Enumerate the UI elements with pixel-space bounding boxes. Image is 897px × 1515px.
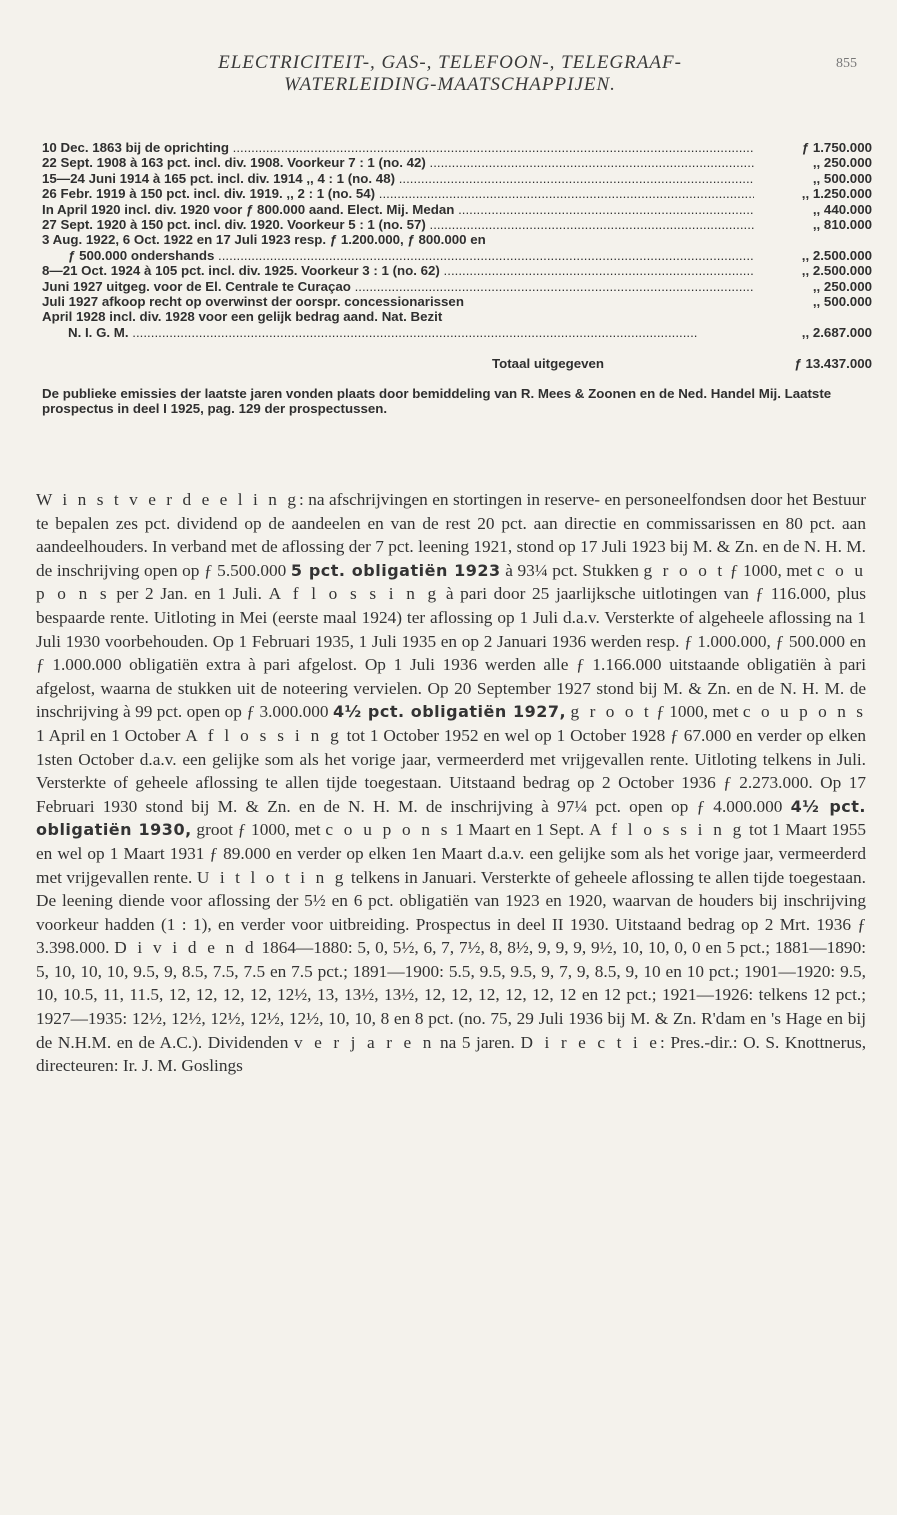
body-text-run: per 2 Jan. en 1 Juli. bbox=[116, 584, 262, 604]
ledger-row-amount: ,, 2.500.000 bbox=[801, 263, 872, 279]
page-number: 855 bbox=[836, 56, 857, 71]
ledger-row-amount: ,, 250.000 bbox=[812, 155, 872, 171]
body-text-run: 1 April en 1 October bbox=[36, 725, 181, 745]
ledger-row-amount: ,, 2.500.000 bbox=[801, 247, 872, 263]
spaced-term: D i r e c t i e bbox=[520, 1032, 660, 1052]
ledger-row bbox=[42, 155, 872, 170]
bond-heading-1923: 5 pct. obligatiën 1923 bbox=[290, 560, 501, 580]
ledger-row bbox=[42, 279, 872, 294]
header-line-2: WATERLEIDING-MAATSCHAPPIJEN. bbox=[284, 74, 616, 95]
body-text-run: à 93¼ pct. Stukken bbox=[505, 560, 639, 580]
emission-note: De publieke emissies der laatste jaren vonden plaats door bemiddeling van R. Mees & Zoonen en de Ned. Handel Mij. Laatste prospectus in deel I 1925, pag. 129 der prospectussen. bbox=[42, 385, 832, 417]
ledger-row-amount: ,, 250.000 bbox=[812, 278, 872, 294]
spaced-term: c o u p o n s bbox=[742, 702, 867, 722]
body-text-run: 1864—1880: 5, 0, 5½, 6, 7, 7½, 8, 8½, 9, 9, 9, 9½, 10, 10, 0, 0 en 5 pct.; 1881—1890: 5, 10, 10, 10, 9.5, 9, 8.5, 7.5, 7.5 en 7.5 pct.; 1891—1900: 5.5, 9.5, 9.5, 9, 7, 9, 8.5, 9, 10 en 10 pct.; 1901—1920: 9.5, 10, 10.5, 11, 11.5, 12, 12, 12, 12, 12½, 13, 13½, 13½, 12, 12, 12, 12, 12, 12 en 12 pct.; 1921—1926: telkens 12 pct.; 1927—1935: 12½, 12½, 12½, 12½, 12½, 10, 10, 8 en 8 pct. (no. 75, 29 Juli 1936 bij M. & Zn. R'dam en 's Hage en bij de N.H.M. en de A.C.). Dividenden bbox=[36, 938, 867, 1052]
page-header bbox=[60, 52, 840, 96]
spaced-term: c o u p o n s bbox=[36, 560, 866, 604]
ledger-total-row bbox=[42, 356, 872, 371]
ledger-row-amount: ,, 440.000 bbox=[812, 201, 872, 217]
ledger-row-amount: ,, 1.250.000 bbox=[801, 186, 872, 202]
ledger-row-description: 27 Sept. 1920 à 150 pct. incl. div. 1920. Voorkeur 5 : 1 (no. 57) ..... bbox=[42, 217, 754, 232]
ledger-row-description: April 1928 incl. div. 1928 voor een gelijk bedrag aand. Nat. Bezit bbox=[42, 309, 443, 325]
ledger-row bbox=[42, 263, 872, 278]
ledger-row bbox=[42, 232, 872, 247]
ledger-row-amount: ,, 500.000 bbox=[812, 170, 872, 186]
body-text-run: ƒ 1000, met bbox=[729, 560, 813, 580]
body-text-run: tot 1 October 1952 en wel op 1 October 1928 ƒ 67.000 en verder op elken 1sten October d.a.v. een gelijke som als het vorige jaar, vermeerderd met vrijgevallen rente. Uitloting telkens in Juli. Versterkte of geheele aflossing te allen tijde toegestaan. Uitstaand bedrag op 2 October 1936 ƒ 2.273.000. Op 17 Februari 1930 stond bij M. & Zn. en de N. H. M. de inschrijving à 97¼ pct. open op ƒ 4.000.000 bbox=[36, 725, 866, 816]
spaced-term: v e r j a r e n bbox=[293, 1032, 435, 1052]
spaced-term: W i n s t v e r d e e l i n g bbox=[36, 490, 299, 509]
ledger-row bbox=[42, 325, 872, 340]
body-text-run: 1 Maart en 1 Sept. bbox=[455, 820, 585, 840]
body-text-run: ƒ 1000, met bbox=[656, 702, 739, 722]
spaced-term: A f l o s s i n g bbox=[185, 725, 342, 745]
ledger-row-description: In April 1920 incl. div. 1920 voor ƒ 800.000 aand. Elect. Mij. Medan ..... bbox=[42, 202, 754, 217]
body-text-run: à pari door 25 jaarlijksche uitlotingen van ƒ 116.000, plus bespaarde rente. Uitloting in Mei (eerste maal 1924) ter aflossing op 1 Juli d.a.v. Versterkte of algeheele aflossing na 1 Juli 1930 voorbehouden. Op 1 Februari 1935, 1 Juli 1935 en op 2 Januari 1936 werden resp. ƒ 1.000.000, ƒ 500.000 en ƒ 1.000.000 obligatiën extra à pari afgelost. Op 1 Juli 1936 werden alle ƒ 1.166.000 uitstaande obligatiën à pari afgelost, waarna de stukken uit de noteering vervielen. Op 20 September 1927 stond bij M. & Zn. en de N. H. M. de inschrijving à 99 pct. open op ƒ 3.000.000 bbox=[36, 584, 867, 722]
body-text-run: : Pres.-dir.: O. S. Knottnerus, directeuren: Ir. J. M. Goslings bbox=[36, 1032, 867, 1076]
spaced-term: c o u p o n s bbox=[325, 820, 451, 840]
ledger-row bbox=[42, 186, 872, 201]
ledger-row-description: 22 Sept. 1908 à 163 pct. incl. div. 1908. Voorkeur 7 : 1 (no. 42) ..... bbox=[42, 155, 754, 170]
total-label: Totaal uitgegeven bbox=[492, 356, 605, 372]
bond-heading-1930: 4½ pct. obligatiën 1930, bbox=[36, 796, 866, 840]
ledger-row bbox=[42, 171, 872, 186]
bond-heading-1927: 4½ pct. obligatiën 1927, bbox=[333, 702, 567, 722]
body-text-run: groot ƒ 1000, met bbox=[196, 820, 321, 840]
ledger-row bbox=[42, 140, 872, 155]
spaced-term: A f l o s s i n g bbox=[588, 820, 745, 840]
ledger-row-description: 3 Aug. 1922, 6 Oct. 1922 en 17 Juli 1923 resp. ƒ 1.200.000, ƒ 800.000 en bbox=[42, 232, 486, 248]
spaced-term: g r o o t bbox=[570, 702, 652, 722]
ledger-row-amount: ,, 2.687.000 bbox=[801, 324, 872, 340]
ledger-row-description: 8—21 Oct. 1924 à 105 pct. incl. div. 1925. Voorkeur 3 : 1 (no. 62) ..... bbox=[42, 263, 754, 278]
spaced-term: U i t l o t i n g bbox=[196, 867, 347, 887]
spaced-term: g r o o t bbox=[643, 560, 726, 580]
ledger-row-description: 10 Dec. 1863 bij de oprichting ..... bbox=[42, 140, 754, 155]
body-text bbox=[36, 488, 866, 1078]
total-amount: ƒ 13.437.000 bbox=[794, 356, 872, 372]
body-paragraph bbox=[36, 488, 866, 1078]
body-text-run: telkens in Januari. Versterkte of geheele aflossing te allen tijde toegestaan. De leening diende voor aflossing der 5½ en 6 pct. obligatiën van 1923 en 1920, waarvan de houders bij inschrijving voorkeur hadden (1 : 1), en verder voor uitbreiding. Prospectus in deel II 1930. Uitstaand bedrag op 2 Mrt. 1936 ƒ 3.398.000. bbox=[36, 867, 866, 958]
ledger-row-amount: ,, 500.000 bbox=[812, 294, 872, 310]
ledger-row-amount: ƒ 1.750.000 bbox=[801, 140, 872, 155]
body-text-run: tot 1 Maart 1955 en wel op 1 Maart 1931 ƒ 89.000 en verder op elken 1en Maart d.a.v. een gelijke som als het vorige jaar, vermeerderd met vrijgevallen rente. bbox=[36, 820, 867, 887]
body-text-run: na 5 jaren. bbox=[439, 1032, 515, 1052]
ledger-row-description: 15—24 Juni 1914 à 165 pct. incl. div. 1914 ,, 4 : 1 (no. 48) ..... bbox=[42, 171, 754, 186]
ledger-row-description: 26 Febr. 1919 à 150 pct. incl. div. 1919. ,, 2 : 1 (no. 54) ..... bbox=[42, 186, 754, 201]
spaced-term: D i v i d e n d bbox=[114, 938, 257, 958]
ledger-row-amount: ,, 810.000 bbox=[812, 217, 872, 233]
spaced-term: A f l o s s i n g bbox=[268, 584, 440, 604]
ledger-row-description: ƒ 500.000 ondershands ..... bbox=[42, 248, 754, 263]
ledger-row bbox=[42, 248, 872, 263]
ledger-row bbox=[42, 309, 872, 324]
header-line-1: ELECTRICITEIT-, GAS-, TELEFOON-, TELEGRAAF- bbox=[218, 52, 682, 73]
body-text-run: : na afschrijvingen en stortingen in reserve- en personeelfondsen door het Bestuur te bepalen zes pct. dividend op de aandeelen en van de rest 20 pct. aan directie en commissarissen en 80 pct. aan aandeelhouders. In verband met de aflossing der 7 pct. leening 1921, stond op 17 Juli 1923 bij M. & Zn. en de N. H. M. de inschrijving open op ƒ 5.500.000 bbox=[36, 490, 866, 580]
ledger-row-description: Juni 1927 uitgeg. voor de El. Centrale te Curaçao ..... bbox=[42, 279, 754, 294]
ledger-rows bbox=[42, 140, 872, 340]
ledger-row-description: Juli 1927 afkoop recht op overwinst der oorspr. concessionarissen bbox=[42, 294, 464, 310]
ledger-row bbox=[42, 294, 872, 309]
ledger-row bbox=[42, 217, 872, 232]
capital-ledger bbox=[42, 140, 872, 417]
ledger-row-description: N. I. G. M. ..... bbox=[42, 325, 754, 340]
ledger-row bbox=[42, 202, 872, 217]
